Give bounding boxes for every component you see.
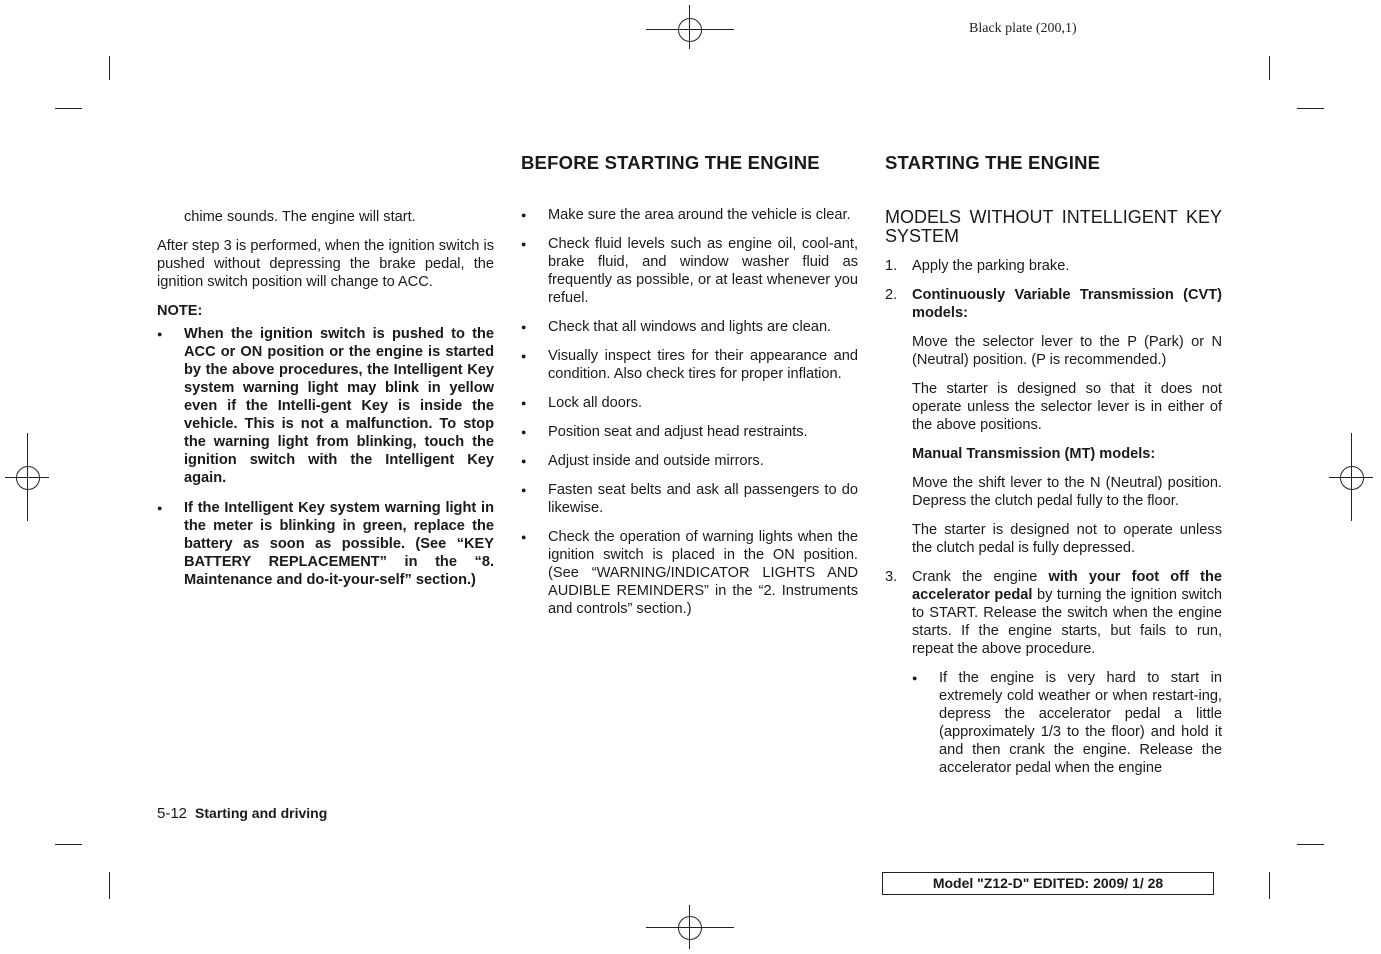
note-label: NOTE: — [157, 303, 203, 319]
note-item: ● If the Intelligent Key system warning light in the meter is blinking in green, replace the battery as soon as possible. (See “KEY BATTERY REPLACEMENT” in the “8. Maintenance and do-it-your-self” section.) — [157, 499, 494, 589]
step-number: 1. — [885, 258, 898, 274]
model-box: Model "Z12-D" EDITED: 2009/ 1/ 28 — [882, 872, 1214, 895]
page-number: 5-12 — [157, 805, 188, 822]
checklist-item: ● Check fluid levels such as engine oil, cool-ant, brake fluid, and window washer fluid as frequently as possible, or at least whenever you refuel. — [521, 235, 858, 307]
column-middle — [521, 206, 858, 629]
step-paragraph: Move the selector lever to the P (Park) or N (Neutral) position. (P is recommended.) — [912, 334, 1222, 368]
column-right — [885, 208, 1222, 788]
column-left — [157, 208, 494, 600]
note-item: ● When the ignition switch is pushed to the ACC or ON position or the engine is started by the above procedures, the Intelligent Key system warning light may blink in yellow even if the Intelli-gent Key is inside the vehicle. This is not a malfunction. To stop the warning light from blinking, touch the ignition switch with the Intelligent Key again. — [157, 325, 494, 487]
step-item — [885, 257, 1222, 275]
checklist-item: ● Lock all doors. — [521, 394, 858, 412]
heading-starting-engine: STARTING THE ENGINE — [885, 152, 1101, 173]
step-number: 2. — [885, 287, 898, 303]
checklist-item: ● Adjust inside and outside mirrors. — [521, 452, 858, 470]
step-number: 3. — [885, 569, 898, 585]
checklist-item: ● Position seat and adjust head restraints. — [521, 423, 858, 441]
page-footer — [157, 805, 327, 822]
step-item — [885, 286, 1222, 557]
note-list — [157, 325, 494, 589]
section-title: Starting and driving — [195, 805, 328, 821]
step-title: Continuously Variable Transmission (CVT) models: — [912, 287, 1222, 321]
step-item — [885, 568, 1222, 777]
checklist-item: ● Make sure the area around the vehicle is clear. — [521, 206, 858, 224]
step-paragraph: Crank the engine with your foot off the accelerator pedal by turning the ignition switch to START. Release the switch when the engine starts. If the engine starts, but fails to run, repeat the above procedure. — [912, 569, 1222, 657]
steps — [885, 257, 1222, 777]
checklist-item: ● Check that all windows and lights are clean. — [521, 318, 858, 336]
step-bullet: ● If the engine is very hard to start in extremely cold weather or when restart-ing, depress the accelerator pedal a little (approximately 1/3 to the floor) and hold it and then crank the engine. Release the accelerator pedal when the engine — [912, 669, 1222, 777]
heading-before-starting: BEFORE STARTING THE ENGINE — [521, 152, 820, 173]
plate-label: Black plate (200,1) — [969, 21, 1077, 36]
checklist-item: ● Visually inspect tires for their appearance and condition. Also check tires for proper inflation. — [521, 347, 858, 383]
continued-text: chime sounds. The engine will start. — [184, 209, 416, 225]
step-paragraph: The starter is designed not to operate unless the clutch pedal is fully depressed. — [912, 522, 1222, 556]
step-text: Apply the parking brake. — [912, 258, 1070, 274]
step-paragraph: Move the shift lever to the N (Neutral) position. Depress the clutch pedal fully to the floor. — [912, 475, 1222, 509]
checklist — [521, 206, 858, 618]
paragraph: After step 3 is performed, when the ignition switch is pushed without depressing the brake pedal, the ignition switch position will change to ACC. — [157, 238, 494, 290]
emphasis: with your foot off the accelerator pedal — [912, 569, 1222, 603]
step-bullets — [912, 669, 1222, 777]
subheading: MODELS WITHOUT INTELLIGENT KEY SYSTEM — [885, 207, 1222, 246]
step-subtitle: Manual Transmission (MT) models: — [912, 446, 1156, 462]
checklist-item: ● Fasten seat belts and ask all passengers to do likewise. — [521, 481, 858, 517]
step-paragraph: The starter is designed so that it does not operate unless the selector lever is in either of the above positions. — [912, 381, 1222, 433]
checklist-item: ● Check the operation of warning lights when the ignition switch is placed in the ON position. (See “WARNING/INDICATOR LIGHTS AND AUDIBLE REMINDERS” in the “2. Instruments and controls” section.) — [521, 528, 858, 618]
